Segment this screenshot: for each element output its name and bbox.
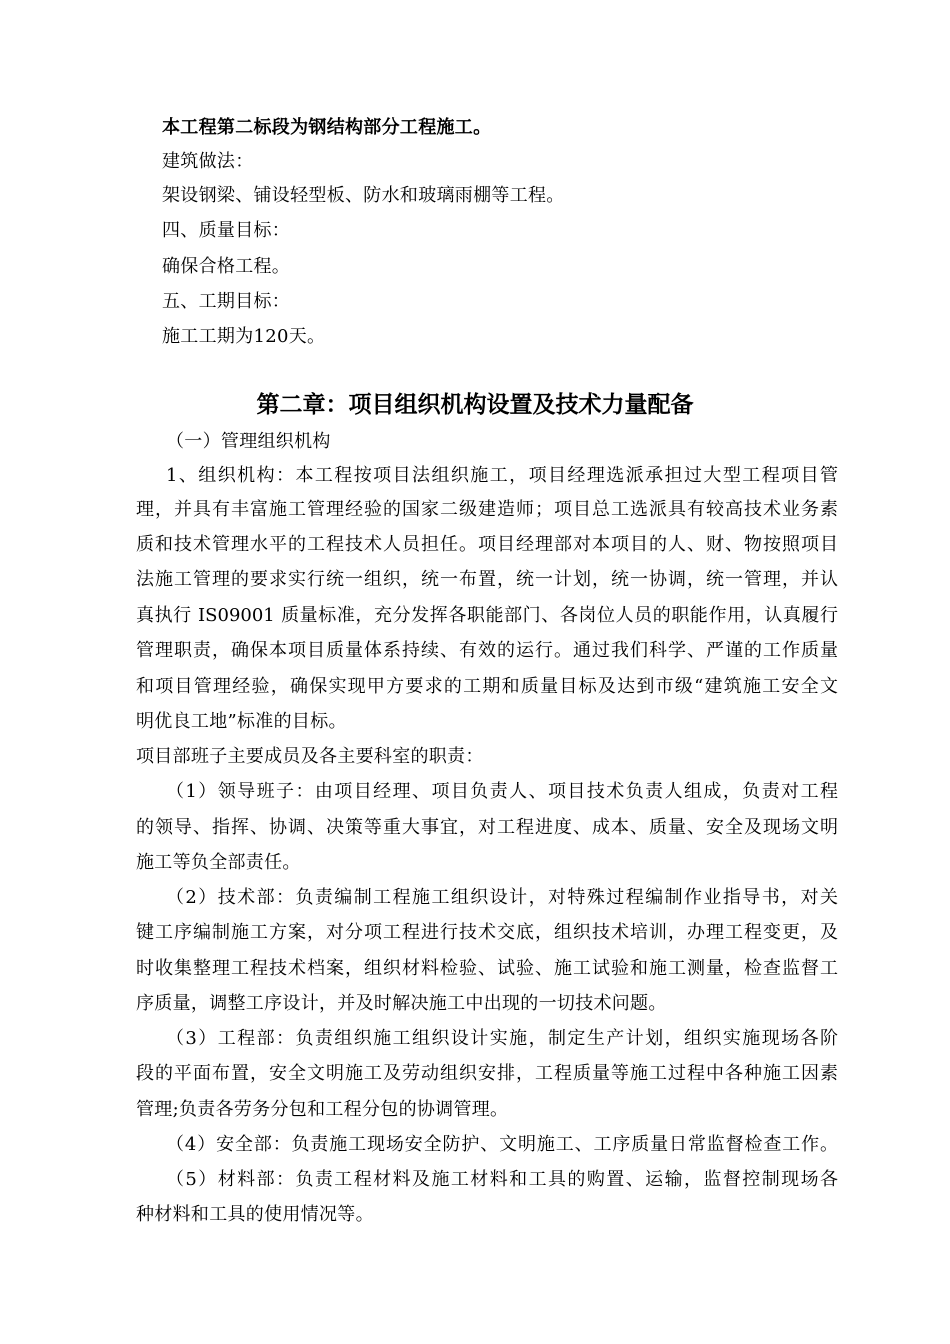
intro-line-3: 架设钢梁、铺设轻型板、防水和玻璃雨棚等工程。 [162, 185, 565, 206]
intro-line-7: 施工工期为120天。 [162, 326, 326, 347]
item1-line: （1）领导班子：由项目经理、项目负责人、项目技术负责人组成，负责对工程 [166, 781, 838, 802]
item2-line: 序质量，调整工序设计，并及时解决施工中出现的一切技术问题。 [136, 993, 667, 1014]
item2-line: （2）技术部：负责编制工程施工组织设计，对特殊过程编制作业指导书，对关 [166, 887, 838, 908]
chapter-title: 第二章：项目组织机构设置及技术力量配备 [256, 392, 694, 418]
para1-line: 理，并具有丰富施工管理经验的国家二级建造师；项目总工选派具有较高技术业务素 [136, 499, 838, 520]
para1-line: 明优良工地”标准的目标。 [136, 711, 347, 732]
item2-line: 时收集整理工程技术档案，组织材料检验、试验、施工试验和施工测量，检查监督工 [136, 958, 838, 979]
para1-line: 质和技术管理水平的工程技术人员担任。项目经理部对本项目的人、财、物按照项目 [136, 534, 838, 555]
para1-line: 法施工管理的要求实行统一组织，统一布置，统一计划，统一协调，统一管理，并认 [136, 569, 838, 590]
item1-line: 施工等负全部责任。 [136, 852, 301, 873]
item5-line: （5）材料部：负责工程材料及施工材料和工具的购置、运输，监督控制现场各 [166, 1169, 838, 1190]
para1-line: 管理职责，确保本项目质量体系持续、有效的运行。通过我们科学、严谨的工作质量 [136, 640, 838, 661]
item2-line: 键工序编制施工方案，对分项工程进行技术交底，组织技术培训，办理工程变更，及 [136, 922, 838, 943]
intro-line-2: 建筑做法： [162, 151, 254, 172]
item4-line: （4）安全部：负责施工现场安全防护、文明施工、工序质量日常监督检查工作。 [166, 1134, 838, 1155]
intro-line-6: 五、工期目标： [162, 291, 291, 312]
para1-line: 真执行 IS09001 质量标准，充分发挥各职能部门、各岗位人员的职能作用，认真履行 [136, 605, 838, 626]
members-heading: 项目部班子主要成员及各主要科室的职责： [136, 746, 484, 767]
intro-line-4: 四、质量目标： [162, 220, 291, 241]
intro-line-5: 确保合格工程。 [162, 256, 291, 277]
intro-line-1: 本工程第二标段为钢结构部分工程施工。 [162, 117, 492, 138]
para1-line: 和项目管理经验，确保实现甲方要求的工期和质量目标及达到市级“建筑施工安全文 [136, 676, 838, 697]
item1-line: 的领导、指挥、协调、决策等重大事宜，对工程进度、成本、质量、安全及现场文明 [136, 817, 838, 838]
para1-line: 1、组织机构：本工程按项目法组织施工，项目经理选派承担过大型工程项目管 [166, 465, 838, 486]
item3-line: 段的平面布置，安全文明施工及劳动组织安排，工程质量等施工过程中各种施工因素 [136, 1063, 838, 1084]
item3-line: （3）工程部：负责组织施工组织设计实施，制定生产计划，组织实施现场各阶 [166, 1028, 838, 1049]
item5-line: 种材料和工具的使用情况等。 [136, 1204, 374, 1225]
item3-line: 管理;负责各劳务分包和工程分包的协调管理。 [136, 1099, 509, 1120]
section-heading: （一）管理组织机构 [166, 431, 331, 452]
